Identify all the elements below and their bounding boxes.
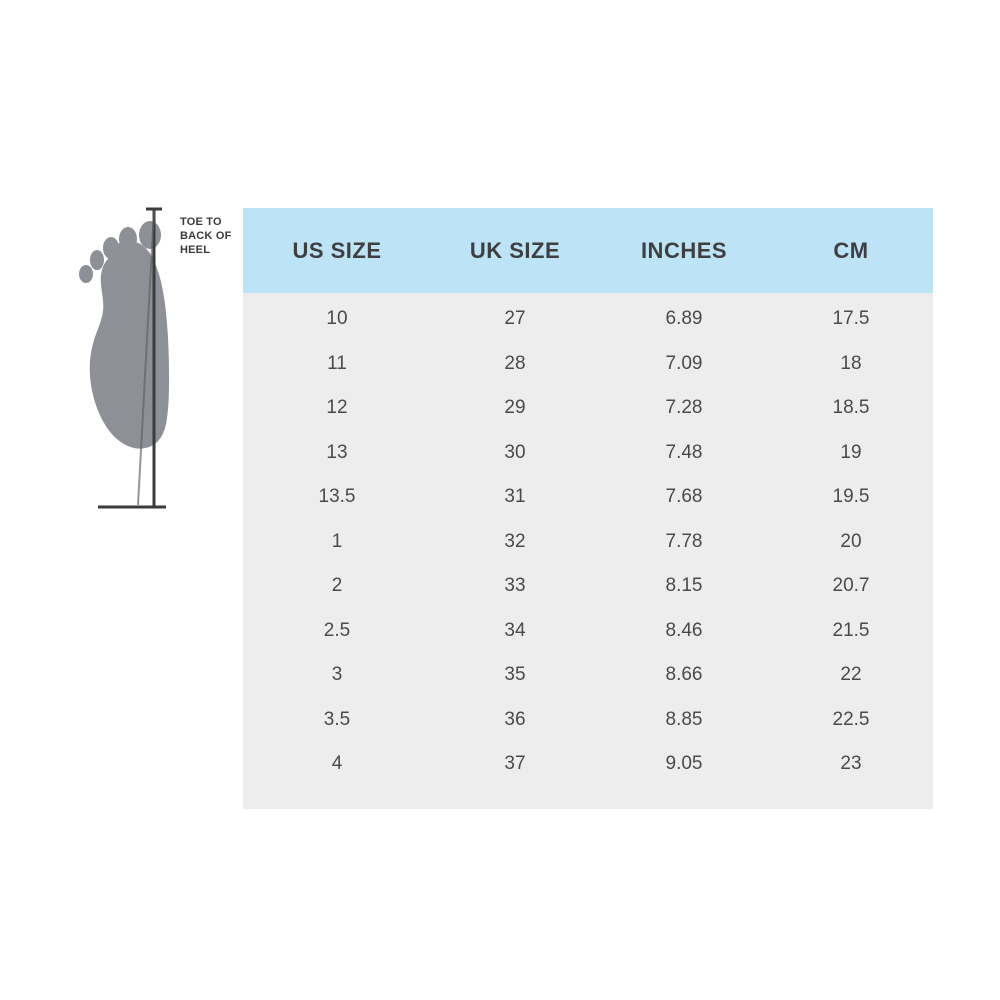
cell-inches: 8.46	[665, 619, 703, 641]
table-row	[243, 431, 933, 476]
cell-inches: 8.15	[665, 575, 703, 597]
table-row	[243, 698, 933, 743]
cell-us-size: 12	[326, 397, 348, 419]
cell-us-size: 2	[331, 575, 343, 597]
cell-cm: 23	[840, 753, 862, 775]
cell-cm: 22.5	[832, 708, 870, 730]
table-header-row	[243, 208, 933, 293]
cell-uk-size: 33	[504, 575, 526, 597]
cell-cm: 17.5	[832, 308, 870, 330]
cell-uk-size: 27	[504, 308, 526, 330]
cell-inches: 7.78	[665, 530, 703, 552]
cell-uk-size: 37	[504, 753, 526, 775]
cell-us-size: 3	[331, 664, 343, 686]
cell-inches: 7.48	[665, 441, 703, 463]
cell-cm: 22	[840, 664, 862, 686]
cell-cm: 21.5	[832, 619, 870, 641]
cell-uk-size: 29	[504, 397, 526, 419]
cell-inches: 6.89	[665, 308, 703, 330]
cell-us-size: 1	[331, 530, 343, 552]
table-row	[243, 342, 933, 387]
cell-inches: 8.85	[665, 708, 703, 730]
cell-uk-size: 34	[504, 619, 526, 641]
table-row	[243, 386, 933, 431]
cell-cm: 20.7	[832, 575, 870, 597]
cell-uk-size: 28	[504, 352, 526, 374]
cell-uk-size: 35	[504, 664, 526, 686]
cell-inches: 8.66	[665, 664, 703, 686]
cell-inches: 9.05	[665, 753, 703, 775]
cell-us-size: 4	[331, 753, 343, 775]
table-row	[243, 609, 933, 654]
measure-label: TOE TO BACK OF HEEL	[180, 216, 232, 256]
column-header-uk-size: UK SIZE	[469, 237, 561, 263]
column-header-cm: CM	[833, 237, 869, 263]
cell-cm: 18	[840, 352, 862, 374]
cell-us-size: 2.5	[323, 619, 351, 641]
table-row	[243, 653, 933, 698]
cell-cm: 20	[840, 530, 862, 552]
cell-inches: 7.09	[665, 352, 703, 374]
cell-cm: 19	[840, 441, 862, 463]
size-conversion-table	[243, 208, 933, 809]
table-row	[243, 742, 933, 787]
cell-uk-size: 31	[504, 486, 526, 508]
cell-cm: 19.5	[832, 486, 870, 508]
table-row	[243, 297, 933, 342]
table-row	[243, 520, 933, 565]
cell-inches: 7.28	[665, 397, 703, 419]
cell-us-size: 13.5	[318, 486, 356, 508]
cell-us-size: 10	[326, 308, 348, 330]
cell-us-size: 11	[327, 352, 347, 374]
table-body	[243, 293, 933, 809]
cell-uk-size: 30	[504, 441, 526, 463]
cell-cm: 18.5	[832, 397, 870, 419]
cell-inches: 7.68	[665, 486, 703, 508]
table-row	[243, 475, 933, 520]
column-header-us-size: US SIZE	[292, 237, 382, 263]
column-header-inches: INCHES	[640, 237, 728, 263]
cell-uk-size: 32	[504, 530, 526, 552]
cell-us-size: 13	[326, 441, 348, 463]
cell-uk-size: 36	[504, 708, 526, 730]
foot-measurement-diagram	[50, 195, 240, 535]
table-row	[243, 564, 933, 609]
cell-us-size: 3.5	[323, 708, 351, 730]
